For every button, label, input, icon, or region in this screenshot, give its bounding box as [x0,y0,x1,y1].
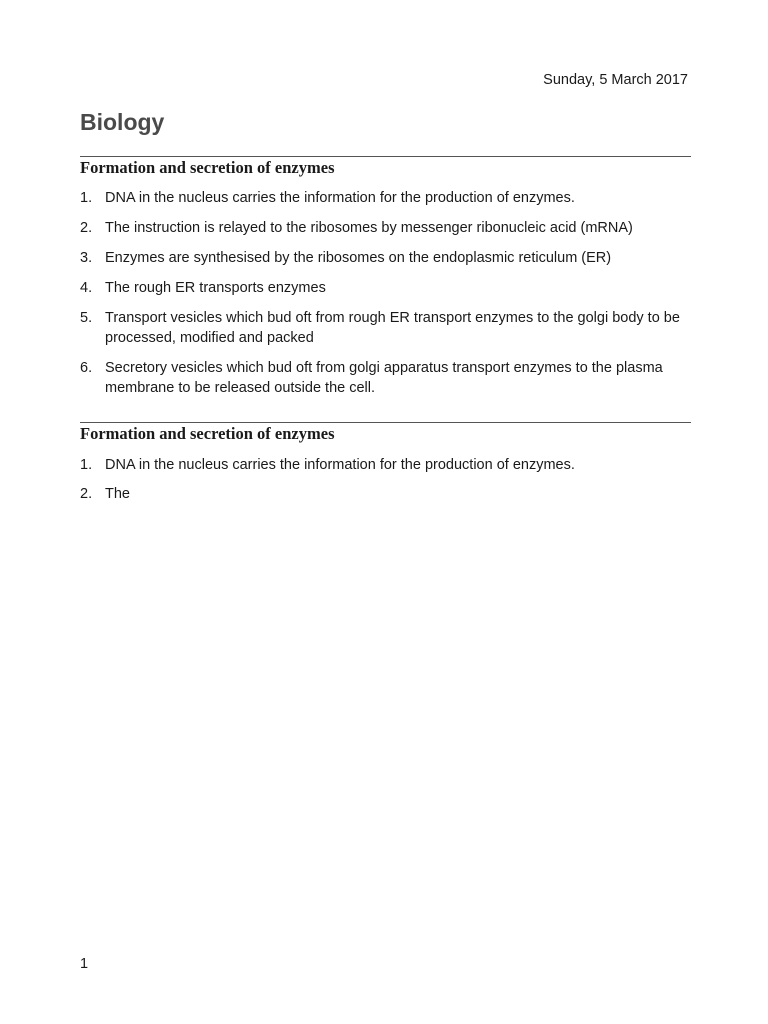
section-heading: Formation and secretion of enzymes [80,424,335,443]
list-item [80,248,691,268]
list-item [80,218,691,238]
list-item [80,278,691,298]
list-item-text: The rough ER transports enzymes [105,280,326,296]
page-number: 1 [80,956,89,972]
list-item-number: 6. [80,360,93,376]
list-item [80,358,691,398]
list-item-number: 1. [80,190,93,206]
list-item-text: DNA in the nucleus carries the information for the production of enzymes. [105,457,575,473]
list-item-text: Enzymes are synthesised by the ribosomes on the endoplasmic reticulum (ER) [105,250,612,266]
section-divider [80,156,691,157]
list-item-text: Transport vesicles which bud oft from rough ER transport enzymes to the golgi body to be processed, modified and packed [105,310,680,346]
list-item-number: 2. [80,220,93,236]
list-item-number: 2. [80,486,93,502]
list-item-text: The instruction is relayed to the ribosomes by messenger ribonucleic acid (mRNA) [105,220,633,236]
list-item [80,188,691,208]
list-item-text: The [105,486,130,502]
list-item-number: 3. [80,250,93,266]
numbered-list [80,188,691,398]
section-divider [80,422,691,423]
list-item [80,455,691,475]
list-item [80,308,691,348]
section-formation-secretion-repeat [80,422,691,504]
section-formation-secretion [80,156,691,398]
numbered-list [80,455,691,504]
section-heading: Formation and secretion of enzymes [80,158,335,177]
document-title: Biology [80,109,165,135]
document-date: Sunday, 5 March 2017 [543,72,688,88]
list-item [80,484,691,504]
list-item-number: 4. [80,280,93,296]
list-item-number: 1. [80,457,93,473]
list-item-text: Secretory vesicles which bud oft from golgi apparatus transport enzymes to the plasma membrane to be released outside the cell. [105,360,663,396]
list-item-text: DNA in the nucleus carries the information for the production of enzymes. [105,190,575,206]
list-item-number: 5. [80,310,93,326]
